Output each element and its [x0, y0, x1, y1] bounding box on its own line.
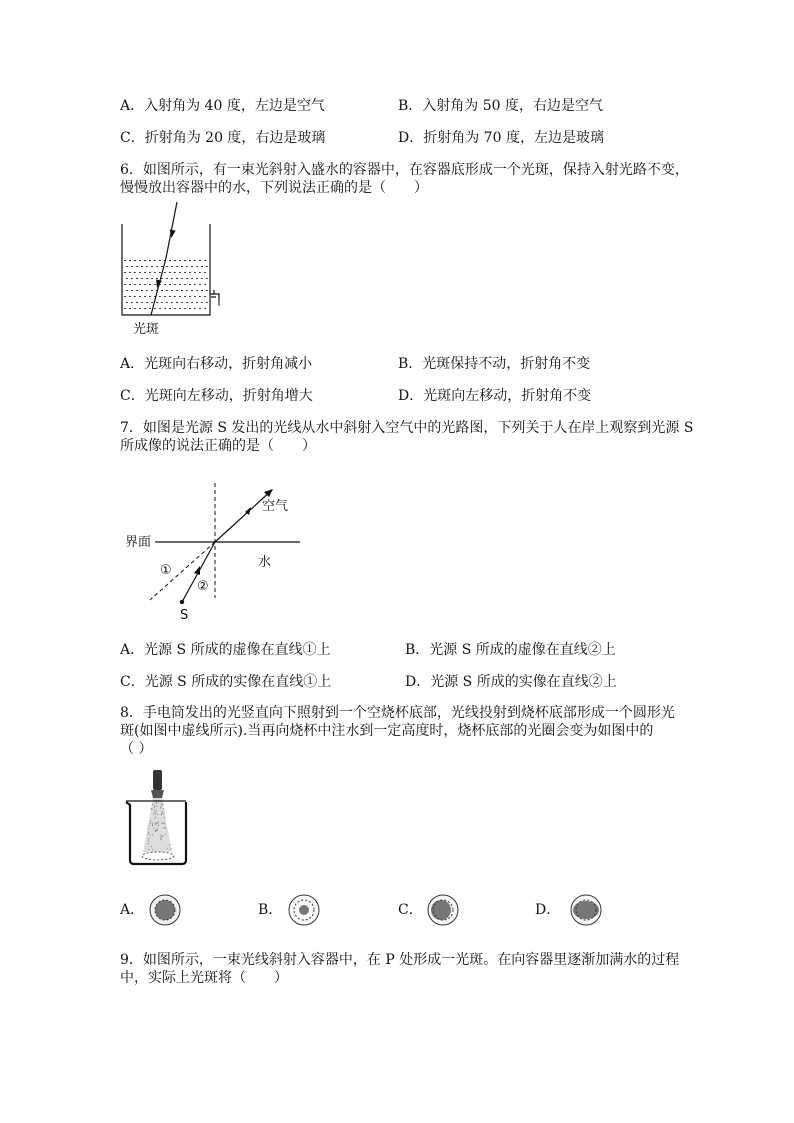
q7-stem-line1: 7．如图是光源 S 发出的光线从水中斜射入空气中的光路图，下列关于人在岸上观察到光源 S [120, 420, 694, 436]
q7-source-label: S [180, 608, 189, 623]
q8-stem-line3: （ ） [120, 741, 153, 757]
q8-flashlight [153, 770, 162, 790]
q7-water-label: 水 [258, 555, 272, 570]
q8-option-c[interactable]: C． [398, 902, 423, 918]
q6-figure-container [115, 200, 225, 345]
q6-figure-label: 光斑 [133, 322, 160, 337]
q7-interface-label: 界面 [125, 535, 152, 550]
q6-option-c[interactable]: C．光斑向左移动，折射角增大 [120, 388, 313, 404]
q7-option-c[interactable]: C．光源 S 所成的实像在直线①上 [120, 674, 332, 690]
q8-option-b-figure [286, 893, 322, 927]
q5-option-c[interactable]: C．折射角为 20 度，右边是玻璃 [120, 130, 326, 146]
q8-light-spot [142, 852, 174, 860]
q5-option-a[interactable]: A．入射角为 40 度，左边是空气 [120, 98, 325, 114]
q7-figure-container [120, 478, 310, 623]
q9-stem-line2: 中，实际上光斑将（ ） [120, 970, 288, 986]
q7-option-a[interactable]: A．光源 S 所成的虚像在直线①上 [120, 642, 331, 658]
q7-source-point [180, 600, 184, 604]
q7-line1-label: ① [160, 563, 172, 578]
q6-faucet [210, 290, 219, 300]
q7-option-d[interactable]: D．光源 S 所成的实像在直线②上 [405, 674, 617, 690]
q6-water [122, 258, 210, 314]
q8-option-d-figure [566, 893, 606, 927]
q6-stem-line1: 6．如图所示，有一束光斜射入盛水的容器中，在容器底形成一个光斑，保持入射光路不变， [120, 162, 689, 178]
q8-stem-line2: 斑(如图中虚线所示).当再向烧杯中注水到一定高度时，烧杯底部的光圈会变为如图中的 [120, 723, 654, 739]
q8-light-cone [143, 798, 172, 852]
q8-option-a[interactable]: A． [120, 902, 145, 918]
q6-arrow-upper [168, 230, 175, 239]
q8-stem-line1: 8．手电筒发出的光竖直向下照射到一个空烧杯底部，光线投射到烧杯底部形成一个圆形光 [120, 705, 675, 721]
q5-option-d[interactable]: D．折射角为 70 度，左边是玻璃 [398, 130, 604, 146]
q7-air-label: 空气 [262, 499, 289, 514]
q9-stem-line1: 9．如图所示，一束光线斜射入容器中，在 P 处形成一光斑。在向容器里逐渐加满水的过程 [120, 952, 680, 968]
q5-option-b[interactable]: B．入射角为 50 度，右边是空气 [398, 98, 604, 114]
q8-beaker-figure [120, 770, 195, 870]
q8-option-a-figure [147, 893, 183, 927]
q6-option-d[interactable]: D．光斑向左移动，折射角不变 [398, 388, 592, 404]
q7-option-b[interactable]: B．光源 S 所成的虚像在直线②上 [405, 642, 616, 658]
q7-incident-arrow [194, 566, 200, 575]
q8-option-b[interactable]: B． [258, 902, 283, 918]
q7-air-ray [215, 490, 272, 542]
q7-stem-line2: 所成像的说法正确的是（ ） [120, 438, 316, 454]
q7-line2-label: ② [197, 579, 209, 594]
q8-option-c-figure [425, 893, 461, 927]
q6-option-b[interactable]: B．光斑保持不动，折射角不变 [398, 356, 591, 372]
q8-option-d[interactable]: D． [535, 902, 561, 918]
q6-option-a[interactable]: A．光斑向右移动，折射角减小 [120, 356, 313, 372]
q6-stem-line2: 慢慢放出容器中的水，下列说法正确的是（ ） [120, 180, 428, 196]
